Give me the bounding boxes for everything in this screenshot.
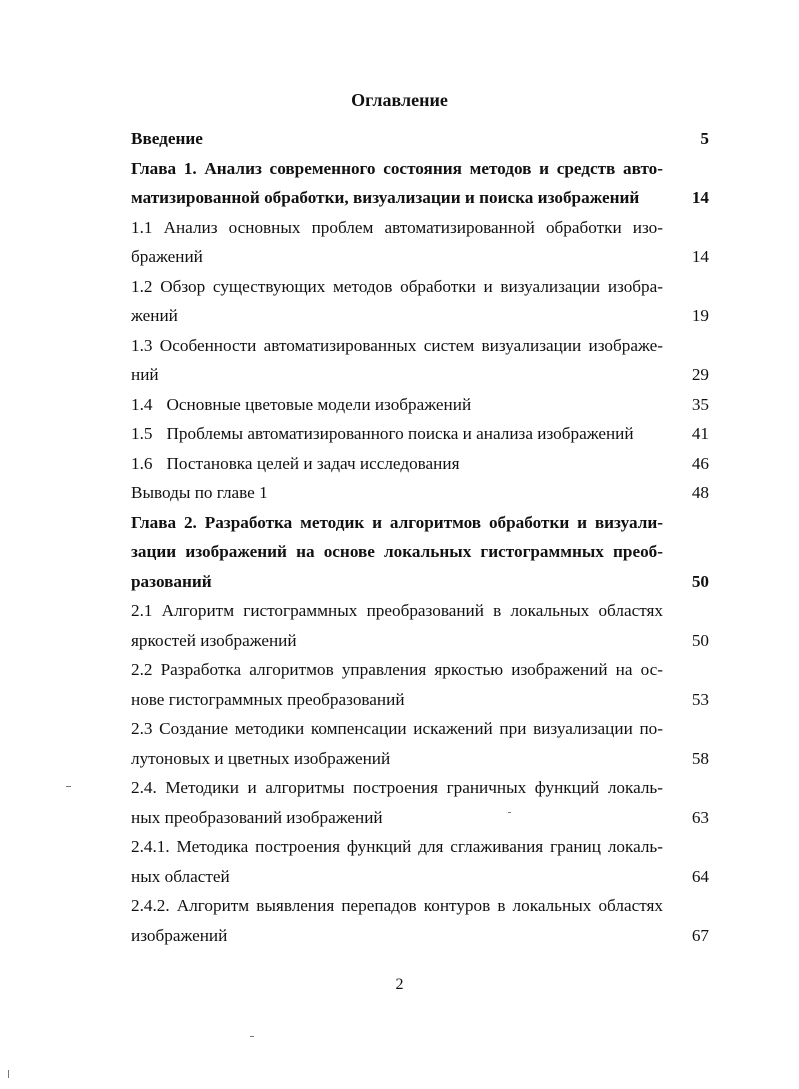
toc-entry-title xyxy=(131,508,663,597)
toc-entry xyxy=(131,419,709,449)
toc-entry-title xyxy=(131,449,663,479)
toc-entry-line: Глава 1. Анализ современного состояния методов и средств авто- xyxy=(131,158,663,178)
toc-entry-line: 1.1 Анализ основных проблем автоматизированной обработки изо- xyxy=(131,217,663,237)
toc-entry-line: ний xyxy=(131,365,159,384)
toc-entry-line: Глава 2. Разработка методик и алгоритмов обработки и визуали- xyxy=(131,512,663,532)
toc-entry xyxy=(131,331,709,390)
toc-entry xyxy=(131,124,709,154)
toc-entry-title xyxy=(131,272,663,331)
toc-entry-title xyxy=(131,773,663,832)
toc-entry-page: 29 xyxy=(691,365,709,384)
toc-entry-line: Выводы по главе 1 xyxy=(131,483,268,502)
scan-speck xyxy=(8,1070,9,1078)
toc-entry-text: Проблемы автоматизированного поиска и анализа изображений xyxy=(166,424,634,443)
toc-entry-line: зации изображений на основе локальных гистограммных преоб- xyxy=(131,542,663,561)
scan-speck xyxy=(66,786,71,787)
toc-entry-page: 50 xyxy=(691,571,709,591)
toc-entry-title xyxy=(131,154,663,213)
toc-entry-text: Постановка целей и задач исследования xyxy=(166,453,460,473)
toc-entry-line: жений xyxy=(131,306,178,325)
toc-entry-page: 19 xyxy=(691,306,709,325)
toc-entry-line: яркостей изображений xyxy=(131,630,297,650)
toc-entry xyxy=(131,272,709,331)
toc-entry-title xyxy=(131,832,663,891)
toc-entry xyxy=(131,773,709,832)
page-number: 2 xyxy=(395,976,404,993)
toc-entry-number: 1.5 xyxy=(131,424,153,443)
toc-entry-line: 2.1 Алгоритм гистограммных преобразований в локальных областях xyxy=(131,601,663,620)
toc-entry-line: ных преобразований изображений xyxy=(131,807,383,827)
toc-entry-page: 48 xyxy=(691,483,709,502)
toc-entry-line: 2.4.1. Методика построения функций для сглаживания границ локаль- xyxy=(131,837,663,856)
toc-entry-text: Основные цветовые модели изображений xyxy=(166,394,472,414)
toc-entry-page: 64 xyxy=(691,866,709,886)
toc-entry xyxy=(131,596,709,655)
scan-speck xyxy=(508,812,511,813)
toc-entry-page: 41 xyxy=(691,424,709,443)
toc-entry-title xyxy=(131,891,663,950)
toc-entry-line: 2.4.2. Алгоритм выявления перепадов контуров в локальных областях xyxy=(131,896,663,915)
toc-entry-line: Введение xyxy=(131,129,203,148)
toc-entry-number: 1.4 xyxy=(131,394,153,414)
table-of-contents xyxy=(131,124,709,950)
toc-entry-title xyxy=(131,124,663,154)
toc-entry-line: матизированной обработки, визуализации и поиска изображений xyxy=(131,188,640,207)
toc-entry xyxy=(131,449,709,479)
toc-entry-page: 58 xyxy=(691,748,709,768)
toc-entry-line: 2.4. Методики и алгоритмы построения граничных функций локаль- xyxy=(131,778,663,797)
toc-entry-page: 53 xyxy=(691,689,709,709)
toc-entry xyxy=(131,154,709,213)
toc-entry-title xyxy=(131,331,663,390)
toc-entry-page: 14 xyxy=(691,247,709,266)
toc-entry-title xyxy=(131,714,663,773)
toc-entry-page: 5 xyxy=(700,129,709,148)
toc-entry-line: нове гистограммных преобразований xyxy=(131,689,405,709)
toc-entry-title xyxy=(131,390,663,420)
toc-entry-line: разований xyxy=(131,571,212,591)
toc-entry-line: ных областей xyxy=(131,866,230,886)
toc-entry-line: изображений xyxy=(131,925,228,945)
toc-entry-page: 67 xyxy=(691,925,709,945)
toc-entry-line: 1.3 Особенности автоматизированных систем визуализации изображе- xyxy=(131,335,663,355)
toc-entry-title xyxy=(131,213,663,272)
toc-entry-page: 50 xyxy=(691,630,709,650)
toc-entry-line: лутоновых и цветных изображений xyxy=(131,748,391,768)
toc-entry-page: 35 xyxy=(691,394,709,414)
toc-entry-line xyxy=(131,390,663,420)
page-title: Оглавление xyxy=(351,90,448,110)
toc-entry-line: 2.2 Разработка алгоритмов управления яркостью изображений на ос- xyxy=(131,660,663,679)
toc-entry xyxy=(131,508,709,597)
toc-entry xyxy=(131,655,709,714)
toc-entry-title xyxy=(131,419,663,449)
toc-entry-number: 1.6 xyxy=(131,453,153,473)
toc-entry-line: 1.2 Обзор существующих методов обработки и визуализации изобра- xyxy=(131,276,663,296)
toc-entry-line: 2.3 Создание методики компенсации искажений при визуализации по- xyxy=(131,719,663,738)
toc-entry-line xyxy=(131,449,663,479)
toc-entry xyxy=(131,714,709,773)
toc-entry xyxy=(131,478,709,508)
toc-entry-page: 63 xyxy=(691,807,709,827)
toc-entry-page: 14 xyxy=(691,188,709,207)
toc-entry xyxy=(131,832,709,891)
toc-entry xyxy=(131,390,709,420)
scan-speck xyxy=(250,1036,254,1037)
toc-entry-line xyxy=(131,419,663,449)
toc-entry xyxy=(131,891,709,950)
toc-entry-title xyxy=(131,655,663,714)
toc-entry-title xyxy=(131,596,663,655)
toc-entry-title xyxy=(131,478,663,508)
toc-entry xyxy=(131,213,709,272)
toc-entry-line: бражений xyxy=(131,247,203,266)
toc-entry-page: 46 xyxy=(691,453,709,473)
